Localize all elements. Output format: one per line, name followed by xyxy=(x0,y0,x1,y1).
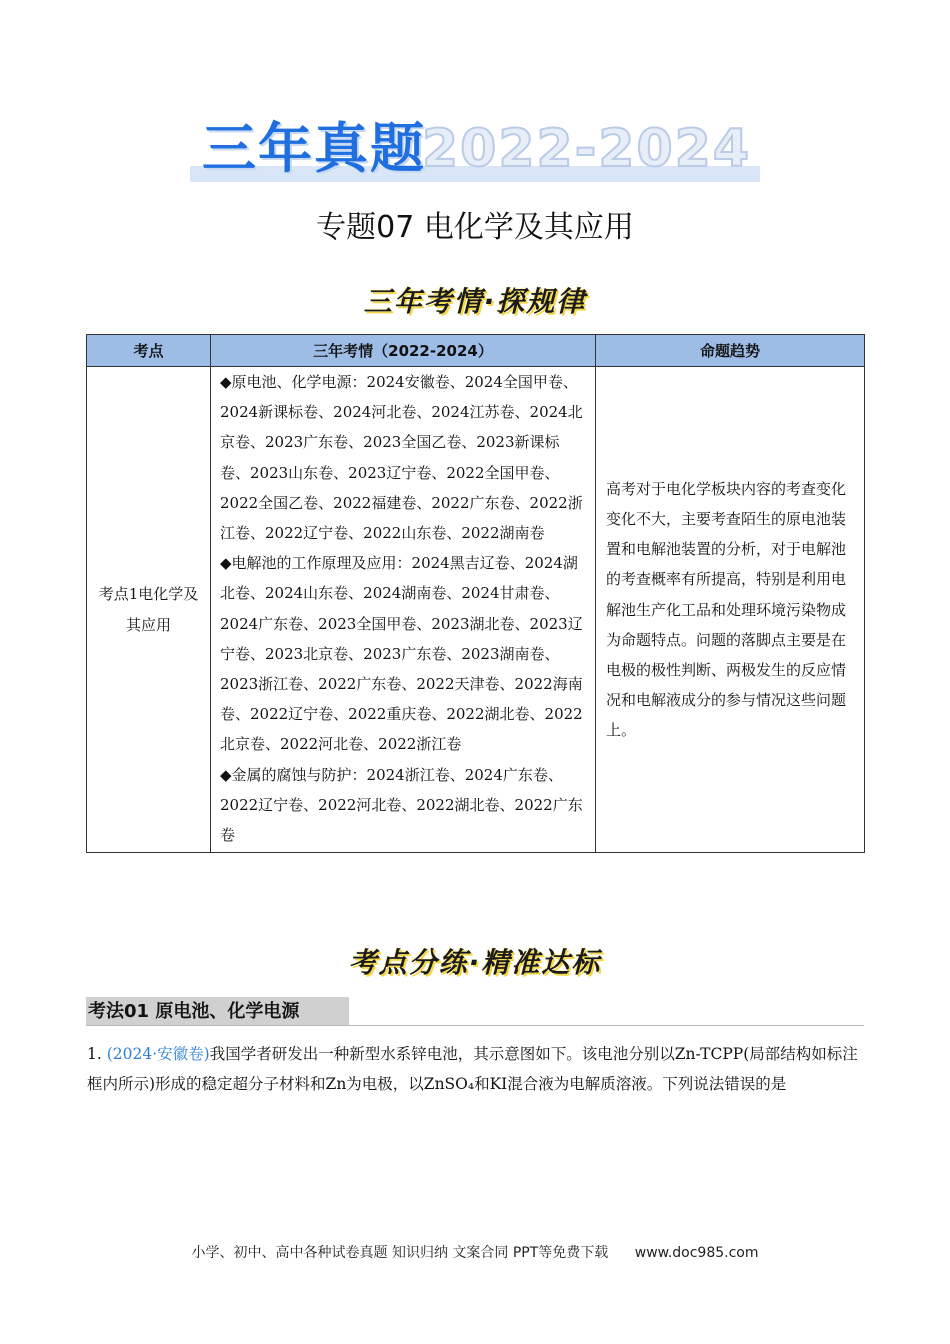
history-group-primary-cells: ◆原电池、化学电源：2024安徽卷、2024全国甲卷、2024新课标卷、2024河北卷、2024江苏卷、2024北京卷、2023广东卷、2023全国乙卷、2023新课标卷、2023山东卷、2023辽宁卷、2022全国甲卷、2022全国乙卷、2022福建卷、2022广东卷、2022浙江卷、2022辽宁卷、2022山东卷、2022湖南卷 xyxy=(220,373,583,543)
cell-point: 考点1电化学及其应用 xyxy=(87,367,211,853)
question-text: 我国学者研发出一种新型水系锌电池，其示意图如下。该电池分别以Zn-TCPP(局部结构如标注框内所示)形成的稳定超分子材料和Zn为电极，以ZnSO₄和KI混合液为电解质溶液。下列说法错误的是 xyxy=(87,1045,858,1093)
question-source: (2024·安徽卷) xyxy=(106,1045,210,1063)
topic-title: 专题07 电化学及其应用 xyxy=(316,210,634,245)
question-1 xyxy=(87,1039,865,1099)
cell-trend: 高考对于电化学板块内容的考查变化变化不大，主要考查陌生的原电池装置和电解池装置的分析，对于电解池的考查概率有所提高，特别是利用电解池生产化工品和处理环境污染物成为命题特点。问题的落脚点主要是在电极的极性判断、两极发生的反应情况和电解液成分的参与情况这些问题上。 xyxy=(596,367,865,853)
page-footer xyxy=(0,1241,950,1265)
header-banner xyxy=(190,118,760,184)
table-row xyxy=(87,367,865,853)
history-group-electrolysis: ◆电解池的工作原理及应用：2024黑吉辽卷、2024湖北卷、2024山东卷、2024湖南卷、2024甘肃卷、2024广东卷、2023全国甲卷、2023湖北卷、2023辽宁卷、2023北京卷、2023广东卷、2023湖南卷、2023浙江卷、2022广东卷、2022天津卷、2022海南卷、2022辽宁卷、2022重庆卷、2022湖北卷、2022北京卷、2022河北卷、2022浙江卷 xyxy=(220,554,583,754)
cell-history xyxy=(211,367,596,853)
section-title-trends: 三年考情·探规律 xyxy=(363,285,587,318)
header-history: 三年考情（2022-2024） xyxy=(211,335,596,367)
header-point: 考点 xyxy=(87,335,211,367)
history-group-corrosion: ◆金属的腐蚀与防护：2024浙江卷、2024广东卷、2022辽宁卷、2022河北卷、2022湖北卷、2022广东卷 xyxy=(220,765,583,845)
table-header-row xyxy=(87,335,865,367)
exam-trend-table xyxy=(86,334,865,853)
footer-text: 小学、初中、高中各种试卷真题 知识归纳 文案合同 PPT等免费下载 xyxy=(191,1245,609,1261)
footer-url[interactable]: www.doc985.com xyxy=(634,1245,759,1261)
banner-years: 2022-2024 xyxy=(422,119,752,179)
section-title-practice: 考点分练·精准达标 xyxy=(348,946,602,979)
method-divider xyxy=(86,1025,864,1026)
banner-title: 三年真题 xyxy=(202,117,426,180)
question-number: 1. xyxy=(87,1045,102,1063)
header-trend: 命题趋势 xyxy=(596,335,865,367)
method-heading: 考法01 原电池、化学电源 xyxy=(86,997,349,1026)
